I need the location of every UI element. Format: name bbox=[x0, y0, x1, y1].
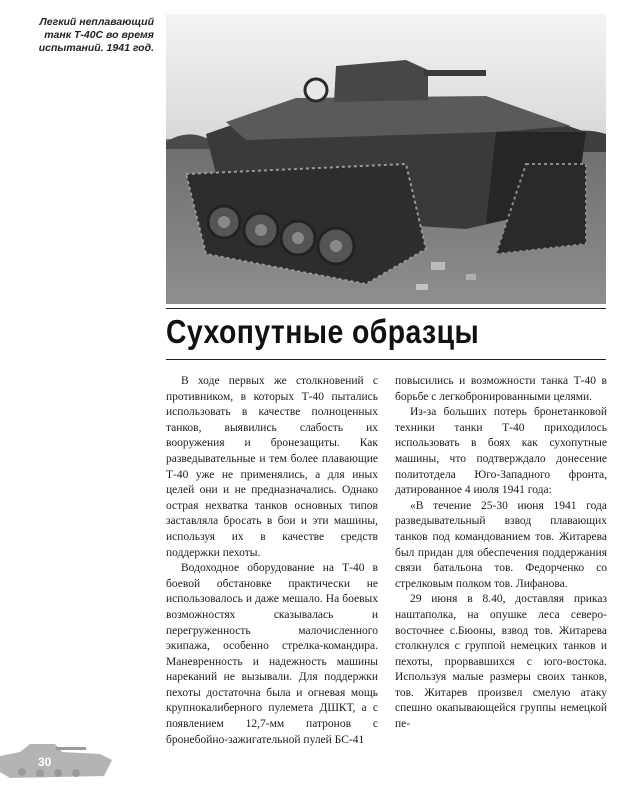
page-tab-tank-icon bbox=[0, 742, 115, 782]
paragraph: Водоходное оборудование на Т-40 в боевой обстановке практически не использовалось и даже мешало. На боевых возможностях сказывалась и перегруженность малочисленного экипажа, особенно стрелка-командира. Маневренность и надежность машины нареканий не вызывали. Для поддержки пехоты достаточна была и огневая мощь крупнокалиберного пулемета ДШКТ, а с появлением 12,7-мм патронов с бронебойно-зажигательной пулей БС-41 bbox=[166, 562, 378, 746]
paragraph: 29 июня в 8.40, доставляя приказ наштаполка, на опушке леса северо-восточнее с.Бюоны, взвод тов. Житарева столкнулся с группой немецких танков и пехоты, прорвавшихся с юго-востока. Используя малые размеры своих танков, тов. Житарев произвел смелую атаку спешно окапывающейся группы немецкой пе- bbox=[395, 593, 607, 731]
paragraph: Из-за больших потерь бронетанковой техники танки Т-40 приходилось использовать в боях как сухопутные машины, что подтверждало донесение политотдела Юго-Западного фронта, датированное 4 июля 1941 года: bbox=[395, 406, 607, 497]
section-title: Сухопутные образцы bbox=[166, 313, 480, 350]
paragraph: В ходе первых же столкновений с противником, в которых Т-40 пытались использовать в качестве полноценных танков, выявились слабость их вооружения и бронезащиты. Как разведывательные и тем более плавающие Т-40 уже не применялись, а для иных целей они и не предназначались. Однако острая нехватка танков основных типов заставляла бросать в бои и эти машины, используя их в качестве средств поддержки пехоты. bbox=[166, 375, 378, 559]
article-column-left bbox=[166, 374, 378, 748]
paragraph: «В течение 25-30 июня 1941 года разведывательный взвод плавающих танков под командованием тов. Житарева был придан для обеспечения поддержания связи батальона тов. Федорченко со стрелковым полком тов. Лифанова. bbox=[395, 499, 607, 590]
tank-photo bbox=[166, 14, 606, 304]
photo-caption: Легкий неплавающий танк Т-40С во время испытаний. 1941 год. bbox=[38, 16, 154, 54]
paragraph: повысились и возможности танка Т-40 в борьбе с легкобронированными целями. bbox=[395, 375, 607, 403]
article-column-right bbox=[395, 374, 607, 733]
section-title-bar bbox=[166, 308, 606, 360]
page-number: 30 bbox=[38, 755, 52, 769]
